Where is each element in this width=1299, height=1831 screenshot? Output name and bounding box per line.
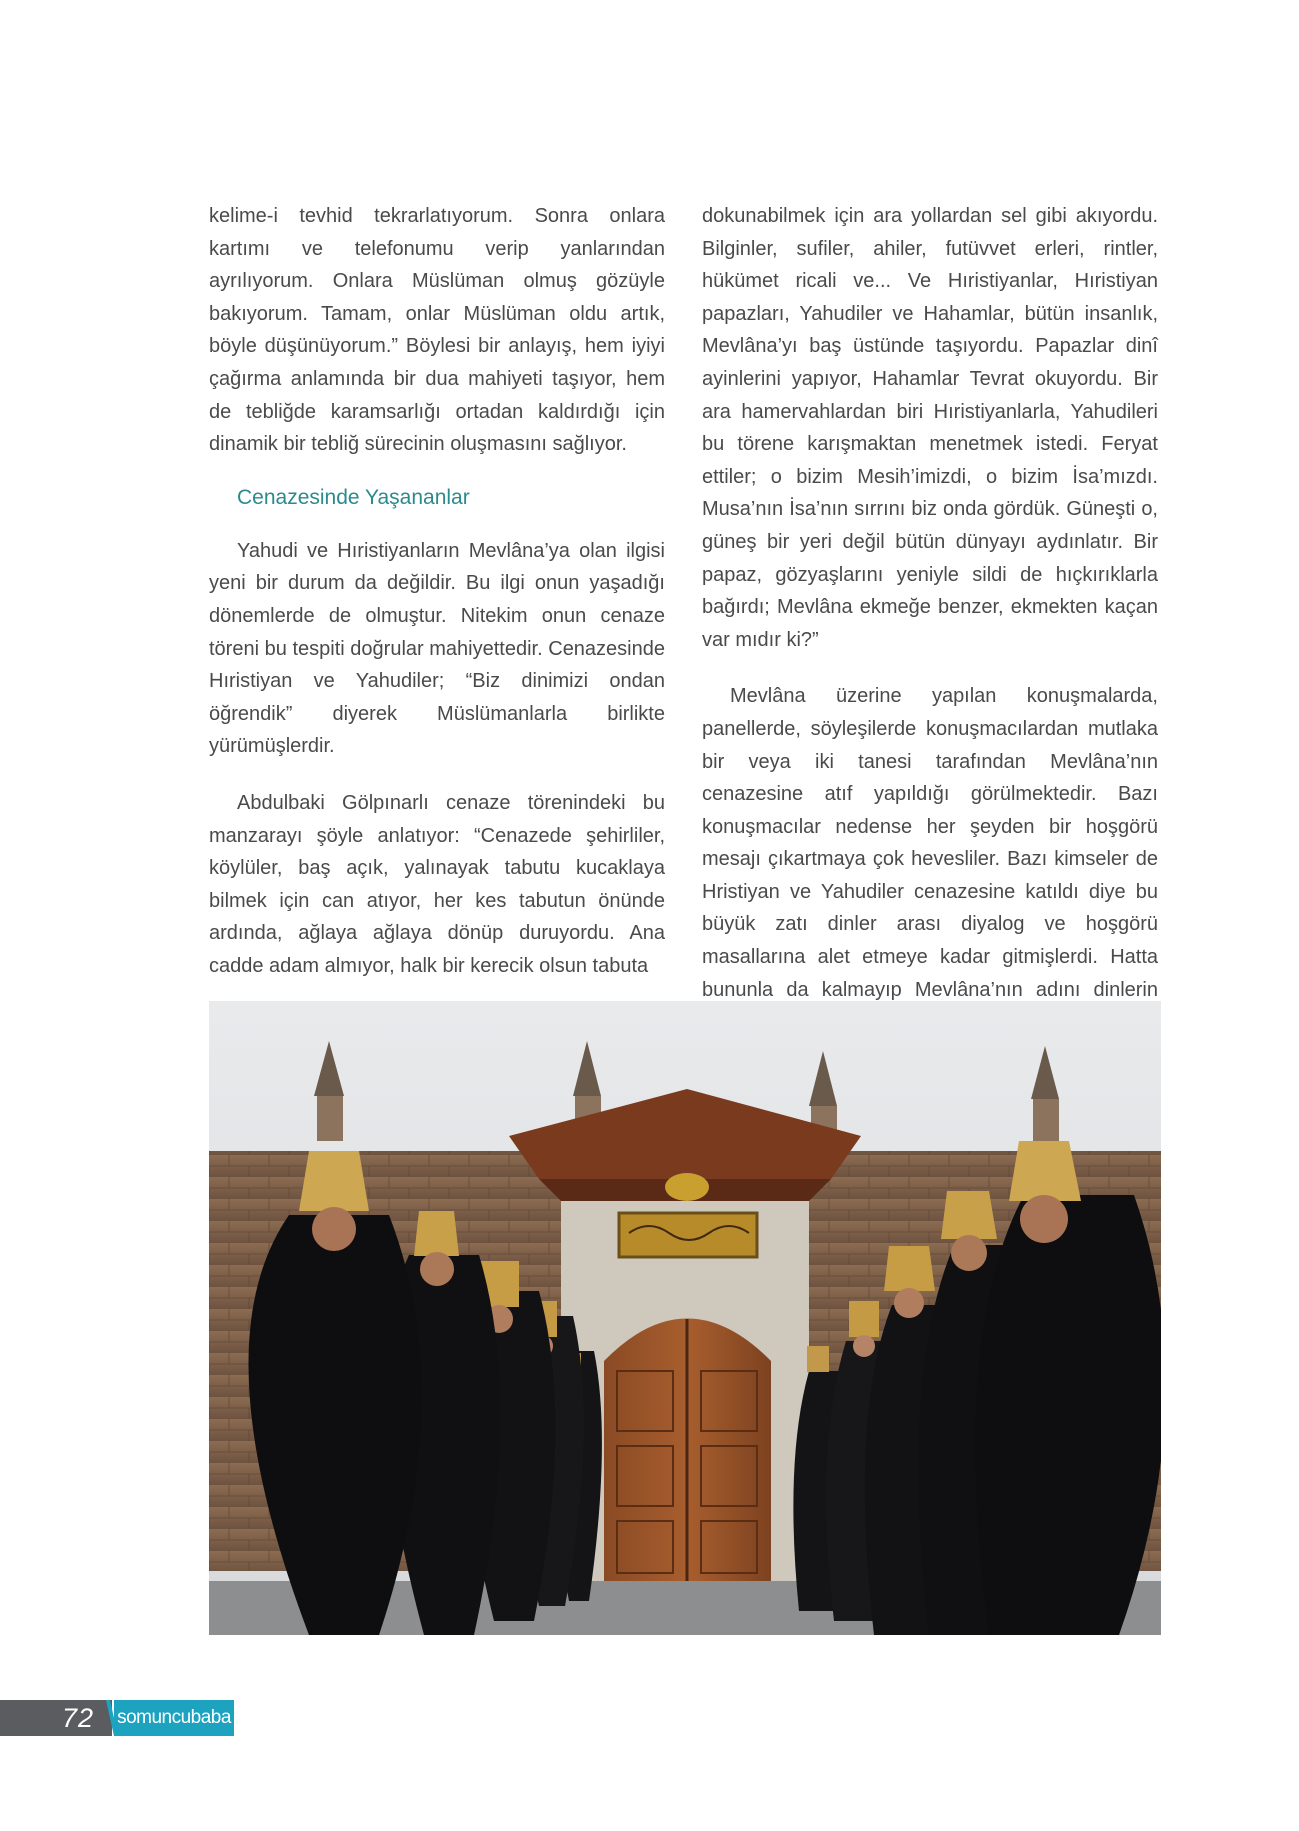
- right-paragraph-2: Mevlâna üzerine yapılan konuşmalarda, panellerde, söyleşilerde konuşmacılardan mutlaka bir veya iki tanesi tarafından Mevlâna’nın cenazesine atıf yapıldığı görülmektedir. Bazı konuşmacılar nedense her şeyden bir hoşgörü mesajı çıkartmaya çok hevesliler. Bazı kimseler de Hristiyan ve Yahudiler cenazesine katıldı diye bu büyük zatı dinler arası diyalog ve hoşgörü masallarına alet etmeye kadar gitmişlerdi. Hatta bununla da kalmayıp Mevlâna’nın adını dinlerin: [702, 685, 1158, 1001]
- left-paragraph-3: Abdulbaki Gölpınarlı cenaze törenindeki bu manzarayı şöyle anlatıyor: “Cenazede şehirliler, köylüler, baş açık, yalınayak tabutu kucaklaya bilmek için can atıyor, her kes tabutun önünde ardında, ağlaya ağlaya dönüp duruyordu. Ana cadde adam almıyor, halk bir kerecik olsun tabuta: [209, 791, 665, 977]
- left-paragraph-2: Yahudi ve Hıristiyanların Mevlâna’ya olan ilgisi yeni bir durum da değildir. Bu ilgi onun yaşadığı dönemlerde de olmuştur. Nitekim onun cenaze töreni bu tespiti doğrular mahiyettedir. Cenazesinde Hıristiyan ve Yahudiler; “Biz dinimizi ondan öğrendik” diyerek Müslümanlarla birlikte yürümüşlerdir.: [209, 539, 665, 758]
- right-column: [702, 200, 1158, 1039]
- left-paragraph-1: kelime-i tevhid tekrarlatıyorum. Sonra onlara kartımı ve telefonumu verip yanlarından ayrılıyorum. Onlara Müslüman olmuş gözüyle bakıyorum. Tamam, onlar Müslüman oldu artık, böyle düşünüyorum.” Böylesi bir anlayış, hem iyiyi çağırma anlamında bir dua mahiyeti taşıyor, hem de tebliğde karamsarlığı ortadan kaldırdığı için dinamik bir tebliğ sürecinin oluşmasını sağlıyor.: [209, 205, 665, 456]
- page-number: 72: [62, 1703, 95, 1733]
- right-paragraph-1: dokunabilmek için ara yollardan sel gibi akıyordu. Bilginler, sufiler, ahiler, futüvvet erleri, rintler, hükümet ricali ve... Ve Hıristiyanlar, Hıristiyan papazları, Yahudiler ve Hahamlar, bütün insanlık, Mevlâna’yı baş üstünde taşıyordu. Papazlar dinî ayinlerini yapıyor, Hahamlar Tevrat okuyordu. Bir ara hamervahlardan biri Hıristiyanlarla, Yahudileri bu törene karışmaktan menetmek istedi. Feryat ettiler; o bizim Mesih’imizdi, o bizim İsa’mızdı. Musa’nın İsa’nın sırrını biz onda gördük. Güneşti o, güneş bir yeri değil bütün dünyayı aydınlatır. Bir papaz, gözyaşlarını yeniyle sildi de hıçkırıklarla bağırdı; Mevlâna ekmeğe benzer, ekmekten kaçan var mıdır ki?”: [702, 205, 1158, 651]
- brand-logo: somuncubaba: [114, 1700, 234, 1736]
- section-heading: Cenazesinde Yaşananlar: [237, 485, 470, 509]
- dervishes-photo: [209, 1001, 1161, 1635]
- footer-bar: [0, 1700, 112, 1736]
- left-column: [209, 200, 665, 982]
